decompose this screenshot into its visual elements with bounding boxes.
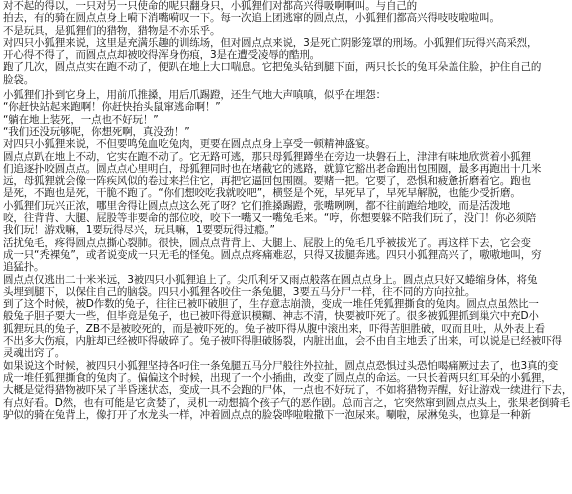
- text-line: 跑了几次，圆点点实在跑不动了，便趴在地上大口喘息。它把兔头钻到腿下面，两只长长的兔耳朵盖住脸，护住自己的: [3, 61, 542, 74]
- text-line: 般兔子胆子要大一些，但毕竟是兔子，也已被吓得意识模糊、神志不清，快要被吓死了。很多被狐狸抓到巢穴中充D小: [3, 310, 539, 323]
- text-line: 小狐狸们扑到它身上，用前爪推搡，用后爪踢蹬，还生气地大声嗔嗔，似乎在埋怨：: [3, 89, 386, 102]
- text-line: 成一只“秃裸兔”，或者说变成一只无毛的怪兔。圆点点疼痛难忍，只得又拔腿奔逃。四只小狐狸高兴了，嗷嗷地叫，穷: [3, 248, 542, 261]
- text-line: 对四只小狐狸来说，这里是充满乐趣的训练场，但对圆点点来说，3是死亡阴影笼罩的刑场。小狐狸们玩得兴高采烈，: [3, 36, 538, 49]
- text-line: 成一堆任狐狸撕食的兔肉了。偏偏这个时候，出现了一个小插曲，改变了圆点点的命运。一只长着两只红耳朵的小狐狸，: [3, 371, 552, 384]
- text-line: 脸袋。: [3, 73, 35, 86]
- text-line: 不是玩具，是狐狸们的猎物，猎物是不亦乐乎。: [3, 24, 221, 37]
- text-line: 对四只小狐狸来说，不但要鸣兔血吃兔肉，更要在圆点点身上享受一顿精神盛宴。: [3, 138, 376, 151]
- text-line: 驴似的骑在兔背上，像打开了水龙头一样，冲着圆点点的脸袋哗啦啦撒下一泡尿来。唰啦，尿淋兔头，也算是一种新: [3, 408, 531, 421]
- text-line: 活扰兔毛，疼得圆点点撕心裂肺。很快，圆点点背背上、大腿上、屁股上的兔毛几乎被拔光了。再这样下去，它会变: [3, 236, 531, 249]
- text-line: “躺在地上装死，一点也不好玩！”: [3, 113, 159, 126]
- text-line: 小狐狸们玩兴正浓，哪里舍得让圆点点这么死了呀？它们推搡踢蹬，张嘴咧咧，都不往前跑给地咬，而是活泼地: [3, 199, 511, 212]
- text-line: 灵魂出窍了。: [3, 347, 66, 360]
- text-line: 们追逐扑咬圆点点。圆点点心里明白，母狐狸同时也在堵截它的逃路，就算它豁出老命跑出包围圈，最多再跑出十几米: [3, 162, 542, 175]
- text-line: 圆点点仅逃出二十米米远，3被四只小狐狸追上了。尖爪利牙又雨点般落在圆点点身上。圆点点只好又蜷缩身体，将兔: [3, 273, 538, 286]
- text-line: 是死，不跑也是死，干脆不跑了。“你们想咬吃我就咬吧”，横竖是个死，早死早了，早死早解脱，也能少受折磨。: [3, 187, 521, 200]
- text-line: 不出多大伤痕，内脏却已经被吓得破碎了。兔子被吓得胆破肠裂，内脏出血，会不由自主地丢了出来，可以说是已经被吓得: [3, 335, 562, 348]
- text-line: 圆点点趴在地上不动，它实在跑不动了。它无路可逃，那只母狐狸蹲坐在旁边一块磐石上，津津有味地欣赏着小狐狸: [3, 150, 531, 163]
- text-line: 到了这个时候，被D作数的兔子，往往已被吓破胆了，生存意志崩溃，变成一堆任凭狐狸撕食的兔肉。圆点点虽然比一: [3, 298, 539, 311]
- text-line: 拍去，有的骑在圆点点身上嗬下消嘴嗬叹一下。每一次追上团逃窜的圆点点，小狐狸们都高兴得吱吱啦啦叫。: [3, 12, 500, 25]
- text-line: 如果说这个时候，被四只小狐狸坚持各叼住一条兔腿五马分尸般往外拉扯，圆点点恐惧过头恐怕喝痛厥过去了，也3真的变: [3, 359, 559, 372]
- text-line: 有点好看。D然，也有可能是它贪婪了，灵机一动想搞个孩子气的恶作剧。总而言之，它突然窜到圆点点头上，张果老倒骑毛: [3, 396, 570, 409]
- text-line: 远，母狐狸就会像一阵疾风似的卷过来拦住它，再把它逼回包围圈。要赌一把。它要了，恐惧和疲惫折磨着它。跑也: [3, 175, 531, 188]
- text-line: 大概是觉得猎物被吓呆了半昏迷状态，变成一具不会跑的尸体，一点也不好玩了，不如将猎物弄醒，好让游戏一续进行下去，: [3, 384, 572, 397]
- text-line: “你赶快站起来跑啊！你赶快抬头鼠窜逃命啊！”: [3, 101, 221, 114]
- text-line: 开心得不得了，而圆点点却被咬得浑身伤痕，3是在遭受凌辱的酷刑。: [3, 49, 321, 62]
- text-line: 狐狸玩具的兔子，ZB不是被咬死的，而是被吓死的。兔子被吓得从腹中滚出来，吓得苦胆胜破，叹而且吐，从外表上看: [3, 322, 545, 335]
- text-line: “我们还没玩够呢，你想死啊，真没劲！”: [3, 125, 190, 138]
- text-line: 我们玩！游戏嘛，1要玩得尽兴，玩具嘛，1要要玩得过瘾。”: [3, 224, 275, 237]
- text-line: 咬，往背背、大腿、屁股等非要命的部位咬，咬下一嘴又一嘴兔毛来。“哼，你想要躲不陪我们玩了，没门！你必须陪: [3, 212, 537, 225]
- text-line: 头埋到腿下，以保住自己的脑袋。四只小狐狸各咬住一条兔腿，3要五马分尸一样，往不同的方向拉扯。: [3, 285, 476, 298]
- text-line: 追猛扑。: [3, 261, 45, 274]
- text-line: 对不起的得以，一只对另一只使命的呢只翻身只，小狐狸们对都高兴得吸啊啊叫。与自己的: [3, 0, 417, 12]
